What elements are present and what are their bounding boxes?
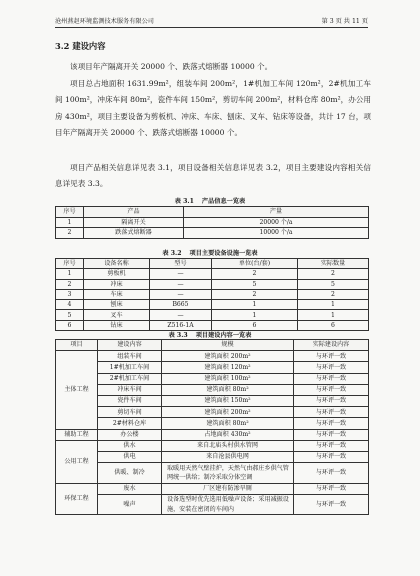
- table-cell: 与环评一致: [294, 429, 369, 440]
- table-cell: 来自北庙头村供水管网: [162, 440, 294, 451]
- table-cell: 1: [212, 300, 298, 310]
- table-cell: 叉车: [84, 310, 150, 320]
- table-cell: 与环评一致: [294, 407, 369, 418]
- table-cell: 1: [56, 269, 84, 279]
- table-cell: 冲床: [84, 279, 150, 289]
- table2-caption-num: 表 3.2: [162, 250, 182, 257]
- table-cell: 与环评一致: [294, 384, 369, 395]
- table-cell: 与环评一致: [294, 494, 369, 515]
- table-cell: 废水: [98, 483, 162, 494]
- table-cell: —: [150, 279, 212, 289]
- table-row: [56, 289, 369, 299]
- table-cell: 办公楼: [98, 429, 162, 440]
- product-table: [55, 206, 369, 239]
- table1-caption: [0, 196, 420, 205]
- table-cell: 车床: [84, 289, 150, 299]
- table-cell: 建筑面积 80m²: [162, 418, 294, 429]
- table-header-cell: 建设内容: [98, 340, 162, 351]
- table-row: [56, 429, 369, 440]
- construction-table: [55, 339, 369, 515]
- table2-caption-title: 项目主要设备设施一览表: [189, 250, 258, 257]
- table-row: [56, 269, 369, 279]
- table-cell: 5: [56, 310, 84, 320]
- table-cell: 与环评一致: [294, 440, 369, 451]
- table2-caption: [0, 248, 420, 257]
- paragraph-3: 项目产品相关信息详见表 3.1，项目设备相关信息详见表 3.2，项目主要建设内容相关信息详见表 3.3。: [55, 163, 371, 189]
- page-header: [55, 16, 368, 26]
- table-cell: B665: [150, 300, 212, 310]
- table-row: [56, 217, 369, 228]
- table-cell: 冲床车间: [98, 384, 162, 395]
- table-cell: 2: [298, 269, 369, 279]
- table-cell: 与环评一致: [294, 351, 369, 362]
- table-header-cell: 项目: [56, 340, 98, 351]
- table-row: [56, 463, 369, 484]
- table-row: [56, 384, 369, 395]
- table-cell: 20000 个/a: [184, 217, 369, 228]
- table-cell: 设备选型时优先选用低噪声设备；采用减振设施，安装在密闭的车间内: [162, 494, 294, 515]
- table-header-cell: 序号: [56, 207, 84, 218]
- table-cell: 建筑面积 120m²: [162, 362, 294, 373]
- table-header-cell: 单位(台/套): [212, 259, 298, 269]
- table-cell: 与环评一致: [294, 483, 369, 494]
- group-label-env: 环保工程: [56, 483, 98, 515]
- table-header-row: [56, 340, 369, 351]
- table-cell: 1: [298, 310, 369, 320]
- group-label-main: 主体工程: [56, 351, 98, 429]
- table-header-cell: 设备名称: [84, 259, 150, 269]
- table-row: [56, 279, 369, 289]
- table-cell: 与环评一致: [294, 463, 369, 484]
- table-cell: 3: [56, 289, 84, 299]
- paragraph-2: 项目总占地面积 1631.99m²，组装车间 200m²，1#机加工车间 120m²，2#机加工车间 100m²，冲床车间 80m²，瓷件车间 150m²，剪切车间 200m²，材料仓库 80m²，办公用房 430m²，项目主要设备为剪板机、冲床、车床、刨床、叉车、钻床等设备，共计 17 台，项目年产隔离开关 20000 个、跌落式熔断器 10000 个。: [55, 79, 371, 137]
- table-header-cell: 实际数量: [298, 259, 369, 269]
- table-header-cell: 型号: [150, 259, 212, 269]
- table-cell: 与环评一致: [294, 418, 369, 429]
- table-cell: 5: [212, 279, 298, 289]
- table-cell: 1: [212, 310, 298, 320]
- table-row: [56, 451, 369, 462]
- table-header-cell: 产品: [84, 207, 184, 218]
- table-row: [56, 407, 369, 418]
- table-row: [56, 228, 369, 239]
- table-cell: 供水: [98, 440, 162, 451]
- table-cell: —: [150, 269, 212, 279]
- group-label-aux: 辅助工程: [56, 429, 98, 440]
- table-cell: 6: [56, 320, 84, 330]
- table-cell: 建筑面积 150m²: [162, 395, 294, 406]
- table-cell: 2: [212, 289, 298, 299]
- table-row: [56, 440, 369, 451]
- table-cell: 与环评一致: [294, 395, 369, 406]
- table-cell: 占地面积 430m²: [162, 429, 294, 440]
- table-cell: 来自沧县供电网: [162, 451, 294, 462]
- table3-caption-num: 表 3.3: [168, 332, 188, 339]
- table-row: [56, 310, 369, 320]
- table-cell: 2#机加工车间: [98, 373, 162, 384]
- header-rule: [55, 27, 368, 28]
- table-cell: 6: [212, 320, 298, 330]
- table-cell: 与环评一致: [294, 373, 369, 384]
- header-page-info: 第 3 页 共 11 页: [321, 18, 368, 25]
- table-cell: 建筑面积 80m²: [162, 384, 294, 395]
- table-cell: 与环评一致: [294, 362, 369, 373]
- table-cell: 2: [212, 269, 298, 279]
- table-cell: 钻床: [84, 320, 150, 330]
- table-cell: 5: [298, 279, 369, 289]
- table-cell: 10000 个/a: [184, 228, 369, 239]
- table-header-cell: 规模: [162, 340, 294, 351]
- table3-caption-title: 项目建设内容一览表: [195, 332, 252, 339]
- table-row: [56, 395, 369, 406]
- table-header-row: [56, 259, 369, 269]
- table-row: [56, 418, 369, 429]
- paragraph-1: 该项目年产隔离开关 20000 个、跌落式熔断器 10000 个。: [70, 62, 273, 71]
- table-cell: 供暖、制冷: [98, 463, 162, 484]
- table-cell: 瓷件车间: [98, 395, 162, 406]
- equipment-table: [55, 258, 369, 331]
- table-cell: 隔离开关: [84, 217, 184, 228]
- table-cell: 剪板机: [84, 269, 150, 279]
- table-header-cell: 序号: [56, 259, 84, 269]
- table-cell: 1#机加工车间: [98, 362, 162, 373]
- table-header-cell: 实际建设内容: [294, 340, 369, 351]
- table-row: [56, 373, 369, 384]
- table-cell: 1: [298, 300, 369, 310]
- table-row: [56, 351, 369, 362]
- table1-caption-title: 产品信息一览表: [201, 198, 246, 205]
- table-cell: 与环评一致: [294, 451, 369, 462]
- table-cell: 供电: [98, 451, 162, 462]
- table-cell: 剪切车间: [98, 407, 162, 418]
- table-row: [56, 362, 369, 373]
- table-header-cell: 产量: [184, 207, 369, 218]
- table-header-row: [56, 207, 369, 218]
- table-cell: 2: [298, 289, 369, 299]
- group-label-public: 公用工程: [56, 440, 98, 483]
- table-cell: 取暖用天然气壁挂炉，天然气由郝庄乡供气管网统一供给；制冷采取分体空调: [162, 463, 294, 484]
- table-cell: 噪声: [98, 494, 162, 515]
- table-row: [56, 483, 369, 494]
- table-cell: —: [150, 289, 212, 299]
- table-cell: 2#材料仓库: [98, 418, 162, 429]
- section-title: 3.2 建设内容: [55, 41, 106, 51]
- table-cell: —: [150, 310, 212, 320]
- table-cell: 1: [56, 217, 84, 228]
- table-cell: 刨床: [84, 300, 150, 310]
- table1-caption-num: 表 3.1: [174, 198, 194, 205]
- table-cell: 组装车间: [98, 351, 162, 362]
- table-row: [56, 300, 369, 310]
- table-cell: Z516-1A: [150, 320, 212, 330]
- header-company: 沧州燕赵环境监测技术服务有限公司: [55, 18, 154, 25]
- table-cell: 建筑面积 200m²: [162, 351, 294, 362]
- table-cell: 2: [56, 228, 84, 239]
- table-cell: 6: [298, 320, 369, 330]
- table-cell: 建筑面积 200m²: [162, 407, 294, 418]
- table3-caption: [0, 330, 420, 339]
- table-cell: 跌落式熔断器: [84, 228, 184, 239]
- table-cell: 建筑面积 100m²: [162, 373, 294, 384]
- table-cell: 厂区建有防渗旱厕: [162, 483, 294, 494]
- table-cell: 4: [56, 300, 84, 310]
- table-cell: 2: [56, 279, 84, 289]
- table-row: [56, 494, 369, 515]
